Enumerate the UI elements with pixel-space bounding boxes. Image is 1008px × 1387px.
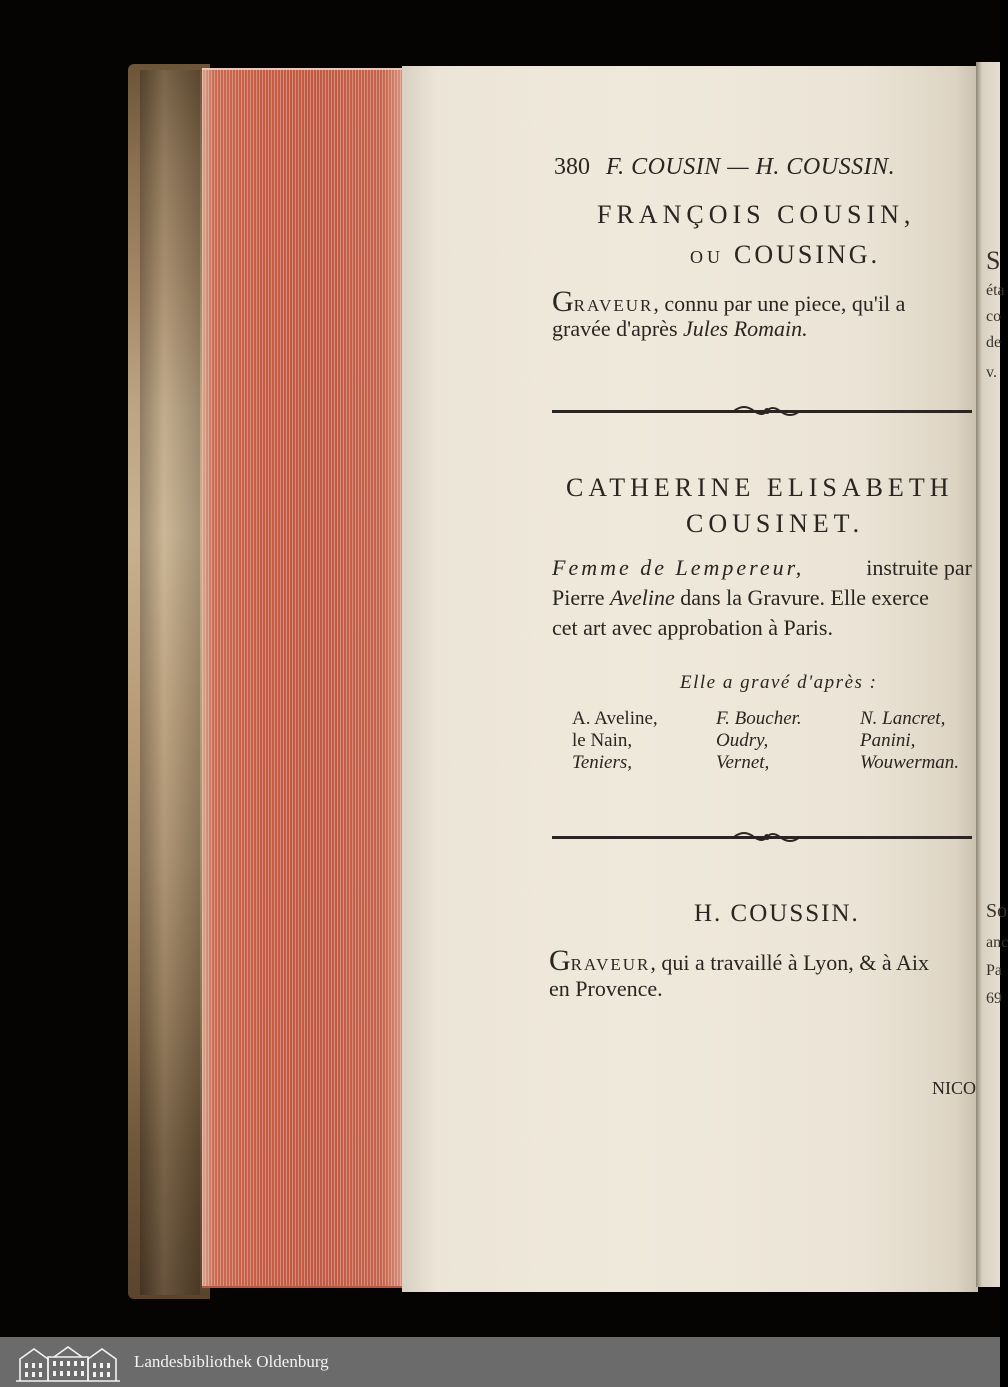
text-run: , qui a travaillé à Lyon, & à Aix	[650, 950, 929, 975]
work-artist: Teniers,	[572, 752, 633, 773]
entry-text-line: cet art avec approbation à Paris.	[552, 615, 833, 640]
red-page-edges	[202, 68, 402, 1288]
ornamental-rule	[552, 408, 972, 414]
drop-initial: G	[552, 285, 574, 318]
ornamental-rule	[552, 834, 972, 840]
next-page-fragment: de	[986, 334, 1002, 351]
entry-heading-line2: COUSINET.	[686, 509, 865, 538]
library-building-icon	[14, 1343, 122, 1383]
footer-bar	[0, 1337, 1000, 1387]
text-run: dans la Gravure. Elle exerce	[674, 585, 929, 610]
next-page-fragment: So	[986, 900, 1008, 922]
heading-conjunction: OU	[690, 247, 724, 267]
text-run: gravée d'après	[552, 316, 684, 341]
work-artist: Panini,	[860, 730, 916, 751]
text-run: Pierre	[552, 585, 611, 610]
entry-heading: FRANÇOIS COUSIN,	[597, 200, 916, 229]
works-column	[572, 708, 658, 774]
library-name: Landesbibliothek Oldenburg	[134, 1352, 329, 1371]
works-column	[860, 708, 959, 774]
next-page-sliver	[976, 62, 1008, 1287]
work-artist: le Nain,	[572, 730, 633, 751]
work-artist: A. Aveline,	[572, 708, 658, 729]
heading-alt-name: COUSING.	[734, 240, 881, 269]
entry-heading: H. COUSSIN.	[694, 900, 860, 927]
next-page-fragment: anc	[986, 934, 1008, 951]
entry-text-line	[552, 285, 905, 319]
next-page-fragment: Pa	[986, 962, 1002, 979]
next-page-fragment: v.	[986, 364, 997, 381]
entry-text-line	[549, 944, 929, 978]
entry-heading: CATHERINE ELISABETH	[566, 473, 954, 502]
next-page-fragment: 69	[986, 990, 1002, 1007]
work-artist: F. Boucher.	[716, 708, 802, 729]
small-caps-word: RAVEUR	[573, 296, 654, 315]
small-caps-word: RAVEUR	[570, 955, 651, 974]
work-artist: Vernet,	[716, 752, 770, 773]
entry-heading-line2	[690, 240, 880, 270]
artist-name: Aveline	[610, 585, 675, 610]
entry-text-line	[552, 555, 972, 581]
text-run: , connu par une piece, qu'il a	[653, 291, 906, 316]
works-intro: Elle a gravé d'après :	[680, 672, 878, 693]
next-page-fragment: co	[986, 308, 1002, 325]
work-artist: Wouwerman.	[860, 752, 960, 773]
work-artist: N. Lancret,	[860, 708, 946, 729]
drop-initial: G	[549, 944, 571, 977]
running-title: F. COUSIN — H. COUSSIN.	[606, 154, 896, 180]
text-run: Femme de Lempereur,	[552, 555, 805, 580]
catchword: NICO	[932, 1078, 976, 1098]
book-spine-shadow	[140, 70, 200, 1295]
next-page-fragment: éta	[986, 282, 1005, 299]
entry-text-line	[552, 316, 808, 342]
entry-text-line: en Provence.	[549, 976, 663, 1001]
running-head	[554, 154, 895, 181]
next-page-fragment: S	[986, 246, 1001, 275]
text-run: instruite par	[866, 555, 972, 580]
ornament-icon	[732, 829, 802, 845]
ornament-icon	[732, 403, 802, 419]
works-column	[716, 708, 802, 774]
artist-name: Jules Romain.	[683, 316, 808, 341]
work-artist: Oudry,	[716, 730, 769, 751]
page-number: 380	[554, 154, 590, 180]
entry-text-line	[552, 585, 929, 611]
